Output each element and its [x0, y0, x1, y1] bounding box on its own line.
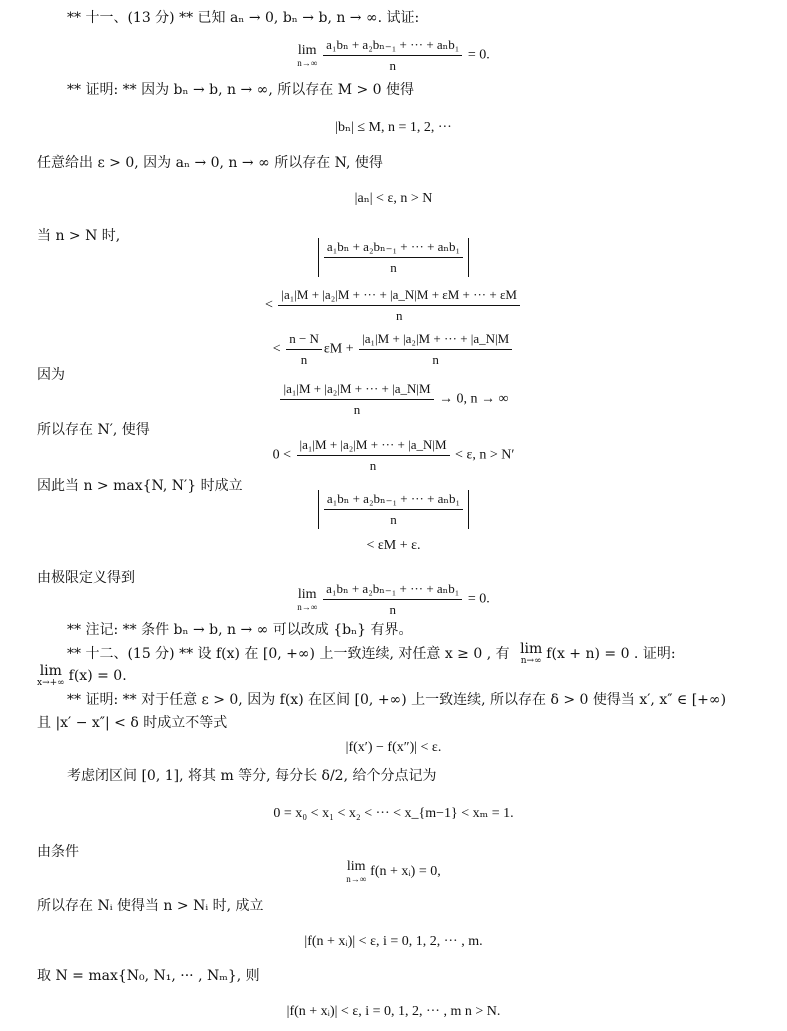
proof-12-line-1: ** 证明: ** 对于任意 ε > 0, 因为 f(x) 在区间 [0, +∞) 上一致连续, 所以存在 δ > 0 使得当 x′, x″ ∈ [+∞)	[67, 692, 727, 708]
problem-12-heading: ** 十二、(15 分) ** 设 f(x) 在 [0, +∞) 上一致连续, 对任意 x ≥ 0 , 有 lim n→∞ f(x + n) = 0 . 证明:	[67, 641, 676, 666]
bound-b: |bₙ| ≤ M, n = 1, 2, ···	[335, 120, 452, 135]
when-n-gt-N: 当 n > N 时,	[37, 228, 121, 244]
n-prime-bound: 0 < $\frac{\text{|a₁|M + |a₂|M + ··· + |a\_N|M}}{n}$ < ε, n > N′	[272, 437, 515, 473]
exists-ni: 所以存在 Nᵢ 使得当 n > Nᵢ 时, 成立	[37, 898, 264, 914]
estimate-line-2: < $\frac{n - N}{n}$ εM + $\frac{\text{|a₁|M + |a₂|M + ··· + |a\_N|M}}{n}$	[0, 330, 787, 369]
by-definition: 由极限定义得到	[37, 570, 135, 586]
proof-intro: ** 证明: ** 因为 bₙ → b, n → ∞, 所以存在 M > 0 使得	[67, 82, 415, 98]
take-n: 取 N = max{N₀, N₁, ··· , Nₘ}, 则	[37, 968, 260, 984]
epsilon-intro: 任意给出 ε > 0, 因为 aₙ → 0, n → ∞ 所以存在 N, 使得	[37, 155, 383, 171]
note-line: ** 注记: ** 条件 bₙ → b, n → ∞ 可以改成 {bₙ} 有界。	[67, 622, 413, 638]
sum-fraction: $\frac{\text{a₁bₙ + a₂bₙ₋₁ + ··· + aₙb₁}}{n}$	[323, 36, 462, 75]
tends-zero-line: $\frac{\text{|a₁|M + |a₂|M + ··· + |a\_N|M}}{n}$ → 0, n → ∞	[0, 380, 787, 419]
therefore-line: 因此当 n > max{N, N′} 时成立	[37, 478, 243, 494]
claim-line: lim x→+∞ f(x) = 0.	[37, 663, 127, 688]
limit-statement: lim n→∞ $\frac{\text{a₁bₙ + a₂bₙ₋₁ + ··· + aₙb₁}}{n}$ = 0.	[297, 37, 490, 73]
condition-limit: lim n→∞ f(n + xᵢ) = 0,	[346, 859, 441, 884]
problem-11-heading: ** 十一、(13 分) ** 已知 aₙ → 0, bₙ → b, n → ∞. 试证:	[67, 10, 420, 26]
estimate-line-1: < $\frac{\text{|a₁|M + |a₂|M + ··· + |a\_N|M + εM + ··· + εM}}{n}$	[0, 286, 787, 325]
exists-n-prime: 所以存在 N′, 使得	[37, 422, 150, 438]
uniform-continuity-ineq: |f(x′) − f(x″)| < ε.	[345, 740, 442, 755]
consider-interval: 考虑闭区间 [0, 1], 将其 m 等分, 每分长 δ/2, 给个分点记为	[67, 768, 437, 784]
by-condition: 由条件	[37, 844, 79, 860]
bound-i: |f(n + xᵢ)| < ε, i = 0, 1, 2, ··· , m.	[304, 934, 483, 949]
because-label: 因为	[37, 367, 65, 383]
final-bound: |f(n + xᵢ)| < ε, i = 0, 1, 2, ··· , m n > N.	[286, 1004, 501, 1019]
abs-fraction-2: $\frac{\text{a₁bₙ + a₂bₙ₋₁ + ··· + aₙb₁}}{n}$	[0, 490, 787, 529]
abs-fraction-1: $\frac{\text{a₁bₙ + a₂bₙ₋₁ + ··· + aₙb₁}}{n}$	[0, 238, 787, 277]
limit-conclusion: lim n→∞ $\frac{\text{a₁bₙ + a₂bₙ₋₁ + ··· + aₙb₁}}{n}$ = 0.	[297, 581, 490, 617]
proof-12-line-2: 且 |x′ − x″| < δ 时成立不等式	[37, 715, 228, 731]
partition-line: 0 = x₀ < x₁ < x₂ < ··· < x_{m−1} < xₘ = 1.	[273, 806, 514, 821]
bound-a: |aₙ| < ε, n > N	[354, 191, 433, 206]
limit-operator: lim n→∞	[297, 42, 318, 68]
final-estimate: < εM + ε.	[366, 538, 421, 553]
